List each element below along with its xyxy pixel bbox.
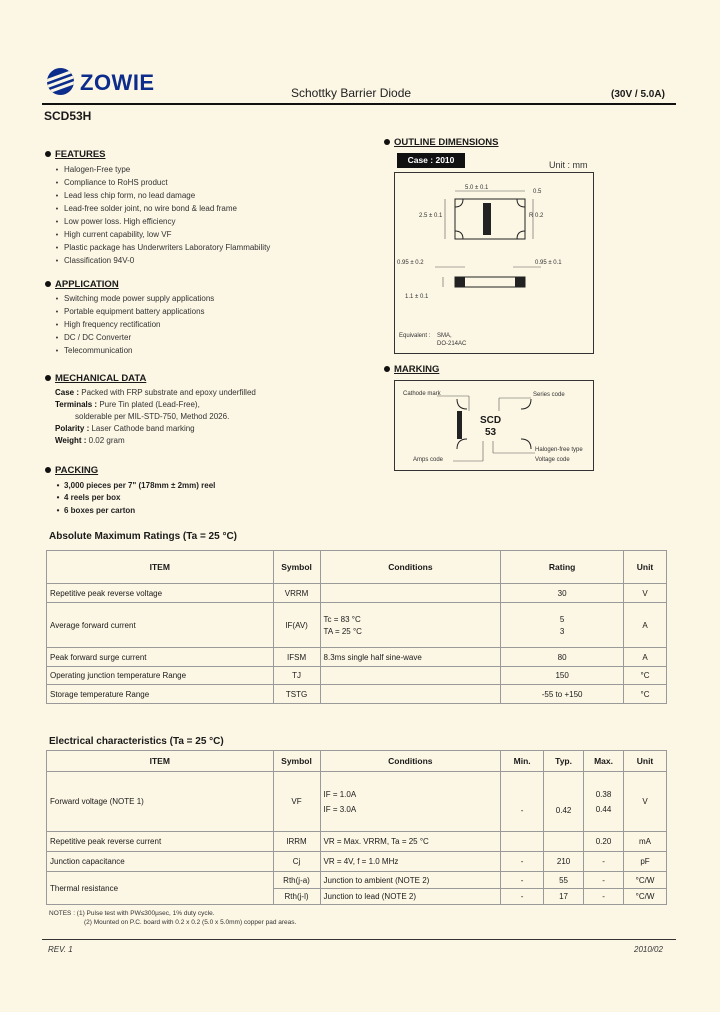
cell-item: Thermal resistance: [47, 872, 274, 905]
marking-line-2: 53: [485, 427, 497, 438]
abs-max-title: Absolute Maximum Ratings (Ta = 25 °C): [49, 531, 238, 542]
amps-code-label: Amps code: [413, 457, 444, 463]
mech-row-polarity: Polarity : Laser Cathode band marking: [55, 424, 195, 433]
application-heading: APPLICATION: [55, 279, 119, 290]
halogen-free-label: Halogen-free type: [535, 447, 583, 453]
features-heading: FEATURES: [55, 149, 106, 160]
footer-divider: [42, 939, 676, 940]
header-item: ITEM: [47, 551, 274, 584]
section-bullet-icon: [384, 366, 390, 372]
cell-max: 0.38 0.44: [584, 772, 624, 832]
cell-item: Repetitive peak reverse current: [47, 832, 274, 852]
cathode-mark-label: Cathode mark: [403, 391, 441, 397]
cell-symbol: VRRM: [273, 584, 320, 603]
table-row: [47, 648, 667, 667]
list-item: • 4 reels per box: [52, 492, 215, 504]
cell-max: -: [584, 872, 624, 889]
mech-row-terminals: Terminals : Pure Tin plated (Lead-Free),: [55, 400, 200, 409]
outline-heading: OUTLINE DIMENSIONS: [394, 137, 499, 148]
marking-drawing-box: [394, 380, 594, 471]
cell-symbol: IF(AV): [273, 603, 320, 648]
cell-unit: °C: [624, 685, 667, 704]
section-bullet-icon: [384, 139, 390, 145]
cell-typ: 210: [544, 852, 584, 872]
cell-min: -: [501, 772, 544, 832]
header-symbol: Symbol: [273, 751, 320, 772]
cell-rating: 5 3: [501, 603, 624, 648]
equivalent-1: SMA,: [437, 333, 452, 339]
cell-symbol: VF: [273, 772, 320, 832]
header-min: Min.: [501, 751, 544, 772]
table-row: [47, 603, 667, 648]
cell-typ: 55: [544, 872, 584, 889]
list-item: • Halogen-Free type: [52, 164, 270, 177]
mech-row-weight: Weight : 0.02 gram: [55, 436, 125, 445]
cell-item: Repetitive peak reverse voltage: [47, 584, 274, 603]
list-item: • 3,000 pieces per 7" (178mm ± 2mm) reel: [52, 480, 215, 492]
list-item: • Classification 94V-0: [52, 255, 270, 268]
mech-row-terminals-cont: solderable per MIL-STD-750, Method 2026.: [75, 412, 230, 421]
cell-min: -: [501, 889, 544, 905]
header-rating: Rating: [501, 551, 624, 584]
table-row: [47, 872, 667, 889]
cell-conditions: Tc = 83 °C TA = 25 °C: [320, 603, 501, 648]
list-item: • 6 boxes per carton: [52, 505, 215, 517]
cell-unit: °C: [624, 667, 667, 685]
table-row: [47, 832, 667, 852]
note-1: NOTES : (1) Pulse test with PW≤300µsec, 1% duty cycle.: [49, 910, 215, 917]
cell-conditions: Junction to ambient (NOTE 2): [320, 872, 501, 889]
voltage-code-label: Voltage code: [535, 457, 570, 463]
application-list: [52, 293, 214, 358]
cell-symbol: TSTG: [273, 685, 320, 704]
logo-text: ZOWIE: [80, 70, 155, 95]
document-title: Schottky Barrier Diode: [291, 86, 412, 100]
cell-rating: 80: [501, 648, 624, 667]
cell-conditions: 8.3ms single half sine-wave: [320, 648, 501, 667]
cell-typ: 0.42: [544, 772, 584, 832]
cell-unit: mA: [624, 832, 667, 852]
cell-item: Junction capacitance: [47, 852, 274, 872]
cell-min: -: [501, 852, 544, 872]
list-item: • Compliance to RoHS product: [52, 177, 270, 190]
cell-conditions: [320, 685, 501, 704]
cell-max: -: [584, 889, 624, 905]
dim-width: 2.5 ± 0.1: [419, 213, 443, 219]
part-number: SCD53H: [44, 109, 92, 123]
cell-conditions: [320, 667, 501, 685]
header-unit: Unit: [624, 751, 667, 772]
dim-length: 5.0 ± 0.1: [465, 185, 489, 191]
cell-conditions: VR = 4V, f = 1.0 MHz: [320, 852, 501, 872]
revision-label: REV. 1: [48, 945, 73, 954]
table-row: [47, 667, 667, 685]
elec-title: Electrical characteristics (Ta = 25 °C): [49, 736, 224, 747]
cell-conditions: VR = Max. VRRM, Ta = 25 °C: [320, 832, 501, 852]
cell-max: 0.20: [584, 832, 624, 852]
header-symbol: Symbol: [273, 551, 320, 584]
header-conditions: Conditions: [320, 551, 501, 584]
header-max: Max.: [584, 751, 624, 772]
table-header-row: [47, 751, 667, 772]
cell-conditions: IF = 1.0A IF = 3.0A: [320, 772, 501, 832]
cell-conditions: [320, 584, 501, 603]
dim-left: 0.95 ± 0.2: [397, 260, 424, 266]
cell-symbol: TJ: [273, 667, 320, 685]
cell-item: Operating junction temperature Range: [47, 667, 274, 685]
abs-max-table: [46, 550, 667, 704]
mechanical-data: [55, 387, 355, 447]
mechanical-heading: MECHANICAL DATA: [55, 373, 147, 384]
list-item: • Plastic package has Underwriters Laboratory Flammability: [52, 242, 270, 255]
marking-heading: MARKING: [394, 364, 440, 375]
table-row: [47, 584, 667, 603]
note-2: (2) Mounted on P.C. board with 0.2 x 0.2 (5.0 x 5.0mm) copper pad areas.: [84, 919, 297, 926]
outline-drawing-icon: [395, 173, 593, 353]
cell-rating: 30: [501, 584, 624, 603]
list-item: • Lead-free solder joint, no wire bond & lead frame: [52, 203, 270, 216]
cell-unit: °C/W: [624, 889, 667, 905]
cell-rating: 150: [501, 667, 624, 685]
mech-row-case: Case : Packed with FRP substrate and epoxy underfilled: [55, 388, 256, 397]
cell-min: [501, 832, 544, 852]
list-item: • High current capability, low VF: [52, 229, 270, 242]
series-code-label: Series code: [533, 392, 565, 398]
case-badge: Case : 2010: [397, 153, 465, 168]
header-conditions: Conditions: [320, 751, 501, 772]
table-row: [47, 772, 667, 832]
cell-conditions: Junction to lead (NOTE 2): [320, 889, 501, 905]
zowie-logo-icon: [47, 68, 74, 95]
cell-symbol: Rth(j-a): [273, 872, 320, 889]
rating-summary: (30V / 5.0A): [611, 89, 665, 100]
section-bullet-icon: [45, 151, 51, 157]
table-header-row: [47, 551, 667, 584]
cell-min: -: [501, 872, 544, 889]
marking-line-1: SCD: [480, 415, 502, 426]
table-row: [47, 685, 667, 704]
revision-date: 2010/02: [634, 945, 663, 954]
table-row: [47, 852, 667, 872]
cell-symbol: IFSM: [273, 648, 320, 667]
cell-symbol: Cj: [273, 852, 320, 872]
header-divider: [42, 103, 676, 105]
dim-pad: 0.5: [533, 189, 542, 195]
packing-heading: PACKING: [55, 465, 99, 476]
list-item: • DC / DC Converter: [52, 332, 214, 345]
cell-max: -: [584, 852, 624, 872]
header-typ: Typ.: [544, 751, 584, 772]
cell-item: Forward voltage (NOTE 1): [47, 772, 274, 832]
outline-drawing-box: [394, 172, 594, 354]
section-bullet-icon: [45, 375, 51, 381]
list-item: • Telecommunication: [52, 345, 214, 358]
equivalent-label: Equivalent :: [399, 333, 431, 339]
cell-item: Peak forward surge current: [47, 648, 274, 667]
cell-typ: 17: [544, 889, 584, 905]
cell-unit: A: [624, 603, 667, 648]
list-item: • High frequency rectification: [52, 319, 214, 332]
dim-radius: R 0.2: [529, 213, 544, 219]
section-bullet-icon: [45, 281, 51, 287]
cell-unit: V: [624, 584, 667, 603]
cell-rating: -55 to +150: [501, 685, 624, 704]
dim-right: 0.95 ± 0.1: [535, 260, 562, 266]
cell-unit: pF: [624, 852, 667, 872]
list-item: • Portable equipment battery applications: [52, 306, 214, 319]
list-item: • Switching mode power supply applications: [52, 293, 214, 306]
cell-unit: °C/W: [624, 872, 667, 889]
unit-label: Unit : mm: [549, 160, 588, 170]
section-bullet-icon: [45, 467, 51, 473]
features-list: [52, 164, 270, 268]
cell-unit: A: [624, 648, 667, 667]
cell-symbol: IRRM: [273, 832, 320, 852]
list-item: • Low power loss. High efficiency: [52, 216, 270, 229]
dim-height: 1.1 ± 0.1: [405, 294, 429, 300]
packing-list: [52, 480, 215, 517]
cell-symbol: Rth(j-l): [273, 889, 320, 905]
cell-item: Storage temperature Range: [47, 685, 274, 704]
header-item: ITEM: [47, 751, 274, 772]
cell-unit: V: [624, 772, 667, 832]
cell-typ: [544, 832, 584, 852]
equivalent-2: DO-214AC: [437, 341, 467, 347]
list-item: • Lead less chip form, no lead damage: [52, 190, 270, 203]
cell-item: Average forward current: [47, 603, 274, 648]
header-unit: Unit: [624, 551, 667, 584]
elec-table: [46, 750, 667, 905]
